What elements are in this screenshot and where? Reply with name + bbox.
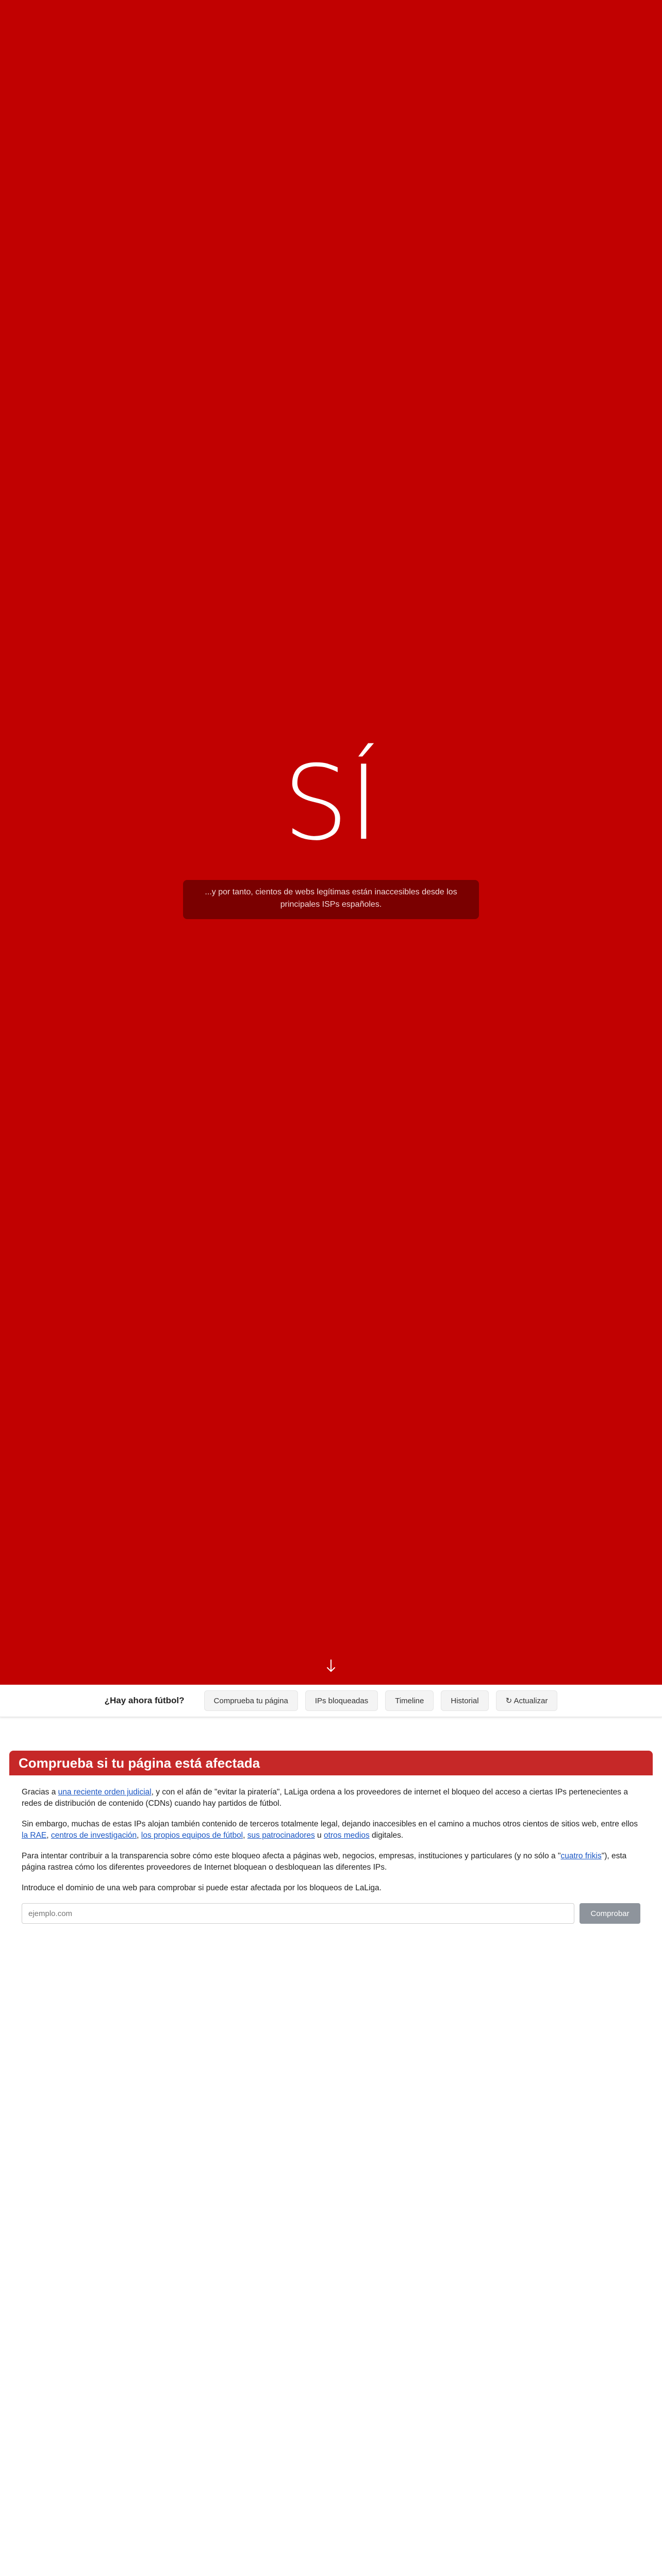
text: ,	[243, 1831, 247, 1840]
text: Gracias a	[22, 1788, 58, 1797]
top-nav	[0, 1685, 662, 1717]
text: , y con el afán de "evitar la piratería", LaLiga ordena a los proveedores de internet el bloqueo del acceso a ciertas IPs pertenecientes a redes de distribución de contenido (CDNs) cuando hay partidos de fútbol.	[22, 1788, 628, 1808]
nav-check-page[interactable]: Comprueba tu página	[204, 1690, 298, 1711]
nav-history[interactable]: Historial	[441, 1690, 488, 1711]
nav-timeline[interactable]: Timeline	[385, 1690, 434, 1711]
text: Para intentar contribuir a la transparencia sobre cómo este bloqueo afecta a páginas web, negocios, empresas, instituciones y particulares (y no sólo a "	[22, 1852, 561, 1860]
intro-paragraph	[22, 1787, 640, 1809]
sponsors-link[interactable]: sus patrocinadores	[247, 1831, 315, 1840]
section-body	[9, 1775, 653, 1924]
section-title: Comprueba si tu página está afectada	[9, 1751, 653, 1775]
rae-link[interactable]: la RAE	[22, 1831, 47, 1840]
other-media-link[interactable]: otros medios	[323, 1831, 370, 1840]
text: Sin embargo, muchas de estas IPs alojan también contenido de terceros totalmente legal, dejando inaccesibles en el camino a muchos otros cientos de sitios web, entre ellos	[22, 1820, 638, 1828]
text: ,	[46, 1831, 51, 1840]
check-page-section	[9, 1751, 653, 1924]
hero-answer: SÍ	[283, 743, 379, 863]
instruction-paragraph: Introduce el dominio de una web para comprobar si puede estar afectada por los bloqueos de LaLiga.	[22, 1884, 382, 1892]
hero-subtitle-box	[183, 880, 479, 919]
research-centers-link[interactable]: centros de investigación	[51, 1831, 137, 1840]
domain-check-form	[22, 1903, 640, 1924]
football-teams-link[interactable]: los propios equipos de fútbol	[141, 1831, 243, 1840]
check-button[interactable]: Comprobar	[580, 1903, 640, 1924]
arrow-down-icon[interactable]	[326, 1659, 336, 1673]
text: ,	[137, 1831, 141, 1840]
hero-subtitle: ...y por tanto, cientos de webs legítimas están inaccesibles desde los principales ISPs españoles.	[205, 888, 457, 909]
nav-refresh-button[interactable]: ↻ Actualizar	[496, 1690, 558, 1711]
cuatro-frikis-link[interactable]: cuatro frikis	[560, 1852, 602, 1860]
court-order-link[interactable]: una reciente orden judicial	[58, 1788, 152, 1797]
transparency-paragraph	[22, 1851, 640, 1873]
domain-input[interactable]	[22, 1903, 574, 1924]
nav-title: ¿Hay ahora fútbol?	[104, 1696, 185, 1705]
text: digitales.	[369, 1831, 404, 1840]
text: "), esta página rastrea cómo los diferentes proveedores de Internet bloquean o desbloquean las diferentes IPs.	[22, 1852, 627, 1872]
nav-blocked-ips[interactable]: IPs bloqueadas	[305, 1690, 378, 1711]
text: u	[315, 1831, 324, 1840]
affected-sites-paragraph	[22, 1819, 640, 1841]
